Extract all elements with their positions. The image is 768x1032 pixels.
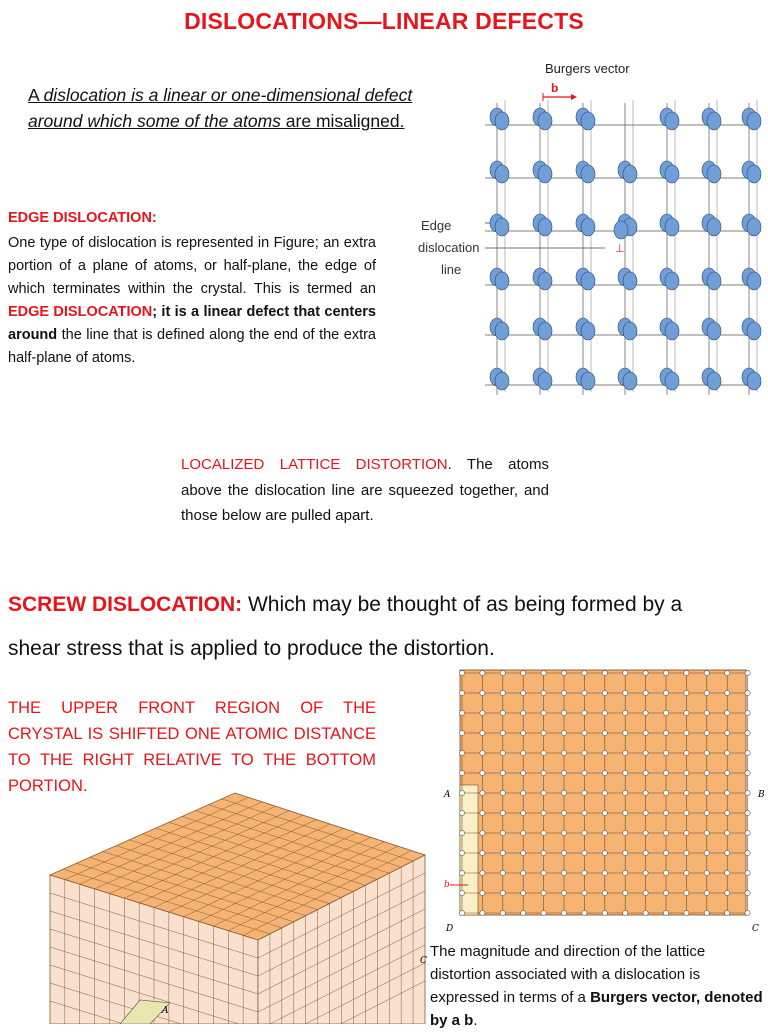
lattice-node: [582, 670, 587, 675]
lattice-node: [521, 710, 526, 715]
lattice-node: [541, 830, 546, 835]
lattice-node: [745, 770, 750, 775]
lattice-node: [521, 770, 526, 775]
edge-term: EDGE DISLOCATION: [8, 304, 153, 320]
atom: [495, 218, 509, 236]
lattice-node: [480, 790, 485, 795]
lattice-node: [602, 730, 607, 735]
lattice-node: [541, 730, 546, 735]
lattice-node: [725, 790, 730, 795]
label-c: C: [752, 924, 759, 934]
burgers-vector-label: Burgers vector: [545, 61, 630, 76]
lattice-node: [623, 830, 628, 835]
lattice-node: [582, 730, 587, 735]
lattice-node: [480, 750, 485, 755]
lattice-node: [663, 750, 668, 755]
lattice-node: [541, 810, 546, 815]
lattice-node: [480, 890, 485, 895]
atom: [665, 112, 679, 130]
lattice-node: [459, 790, 464, 795]
lattice-node: [541, 790, 546, 795]
lattice-node: [541, 850, 546, 855]
lattice-node: [725, 690, 730, 695]
lattice-node: [684, 750, 689, 755]
lattice-node: [459, 810, 464, 815]
lattice-node: [684, 830, 689, 835]
lattice-node: [480, 770, 485, 775]
atom: [581, 218, 595, 236]
lattice-node: [745, 730, 750, 735]
lattice-node: [480, 830, 485, 835]
edge-line-label-1: Edge: [421, 218, 452, 233]
atom: [623, 322, 637, 340]
lattice-node: [643, 730, 648, 735]
lattice-node: [684, 810, 689, 815]
lattice-node: [561, 730, 566, 735]
lattice-node: [480, 670, 485, 675]
lattice-node: [623, 710, 628, 715]
edge-dislocation-heading: EDGE DISLOCATION:: [8, 210, 157, 226]
lattice-node: [643, 850, 648, 855]
lattice-node: [623, 730, 628, 735]
shift-description: THE UPPER FRONT REGION OF THE CRYSTAL IS SHIFTED ONE ATOMIC DISTANCE TO THE RIGHT RELATIVE TO THE BOTTOM PORTION.: [8, 699, 376, 795]
burgers-arrow-head: [571, 94, 577, 100]
lattice-node: [643, 690, 648, 695]
atom: [495, 372, 509, 390]
lattice-node: [725, 670, 730, 675]
lattice-node: [500, 790, 505, 795]
lattice-node: [623, 770, 628, 775]
label-a: A: [444, 790, 451, 800]
lattice-node: [582, 830, 587, 835]
lattice-node: [459, 910, 464, 915]
atom: [747, 218, 761, 236]
atom: [623, 165, 637, 183]
lattice-node: [561, 830, 566, 835]
lattice-node: [500, 870, 505, 875]
lattice-node: [521, 690, 526, 695]
atom: [707, 165, 721, 183]
burgers-b-label: b: [551, 81, 559, 95]
edge-line-label-3: line: [441, 262, 462, 277]
lattice-node: [684, 890, 689, 895]
localized-distortion-paragraph: [181, 452, 549, 529]
lattice-node: [643, 870, 648, 875]
lattice-node: [623, 670, 628, 675]
label-b-vector: b: [444, 880, 450, 890]
label-d: D: [446, 924, 454, 934]
lattice-node: [745, 690, 750, 695]
atom: [495, 272, 509, 290]
atom: [707, 372, 721, 390]
lattice-node: [480, 870, 485, 875]
lattice-node: [643, 830, 648, 835]
label-b: B: [758, 790, 765, 800]
atom: [747, 165, 761, 183]
lattice-node: [561, 870, 566, 875]
caption-bold: Burgers vector, denoted by a b: [430, 989, 763, 1029]
lattice-node: [602, 750, 607, 755]
atom: [707, 218, 721, 236]
lattice-node: [623, 850, 628, 855]
lattice-node: [602, 810, 607, 815]
lattice-node: [521, 870, 526, 875]
burgers-caption: [430, 940, 768, 1032]
lattice-node: [684, 670, 689, 675]
lattice-node: [684, 770, 689, 775]
edge-semicolon: ;: [152, 304, 158, 320]
lattice-node: [541, 710, 546, 715]
lattice-node: [725, 810, 730, 815]
definition-lead: A: [28, 85, 44, 105]
atom: [581, 112, 595, 130]
lattice-node: [602, 830, 607, 835]
lattice-node: [623, 890, 628, 895]
lattice-node: [500, 910, 505, 915]
atom: [665, 165, 679, 183]
lattice-node: [684, 710, 689, 715]
lattice-node: [582, 850, 587, 855]
lattice-node: [663, 770, 668, 775]
lattice-node: [459, 850, 464, 855]
lattice-node: [500, 770, 505, 775]
atom: [747, 112, 761, 130]
atom: [581, 165, 595, 183]
lattice-node: [582, 810, 587, 815]
lattice-node: [582, 710, 587, 715]
lattice-node: [602, 870, 607, 875]
lattice-node: [725, 830, 730, 835]
atom: [665, 272, 679, 290]
lattice-node: [663, 890, 668, 895]
lattice-node: [725, 890, 730, 895]
lattice-node: [704, 750, 709, 755]
lattice-node: [582, 690, 587, 695]
lattice-node: [459, 830, 464, 835]
lattice-node: [663, 670, 668, 675]
lattice-node: [541, 910, 546, 915]
edge-dislocation-paragraph: [8, 232, 376, 370]
lattice-node: [602, 790, 607, 795]
lattice-node: [663, 790, 668, 795]
lattice-node: [521, 730, 526, 735]
lattice-node: [745, 710, 750, 715]
lattice-node: [663, 870, 668, 875]
lattice-node: [582, 910, 587, 915]
lattice-node: [704, 730, 709, 735]
lattice-node: [480, 710, 485, 715]
atom: [665, 218, 679, 236]
atom: [707, 112, 721, 130]
lattice-node: [725, 850, 730, 855]
lattice-node: [500, 810, 505, 815]
atom: [747, 372, 761, 390]
edge-text-1: One type of dislocation is represented in Figure; an extra portion of a plane of atoms, or half-plane, the edge of which terminates within the crystal. This is termed an: [8, 235, 376, 297]
lattice-node: [745, 910, 750, 915]
lattice-node: [480, 810, 485, 815]
half-plane-atom: [614, 221, 628, 239]
lattice-node: [521, 670, 526, 675]
screw-text-1: Which may be thought of as being formed by a: [242, 593, 683, 616]
atom: [707, 272, 721, 290]
lattice-node: [745, 830, 750, 835]
lattice-node: [480, 910, 485, 915]
caption-text-2: .: [473, 1012, 478, 1029]
lattice-node: [623, 790, 628, 795]
lattice-node: [561, 850, 566, 855]
lattice-node: [704, 830, 709, 835]
atom: [747, 272, 761, 290]
lattice-node: [521, 850, 526, 855]
screw-dislocation-line1: [8, 590, 768, 619]
lattice-node: [643, 750, 648, 755]
lattice-node: [643, 770, 648, 775]
lattice-node: [704, 910, 709, 915]
caption-text-1: The magnitude and direction of the lattice distortion associated with a dislocation is expressed in terms of a: [430, 943, 706, 1006]
lattice-node: [582, 870, 587, 875]
lattice-node: [541, 870, 546, 875]
lattice-node: [459, 710, 464, 715]
lattice-node: [704, 850, 709, 855]
lattice-node: [725, 770, 730, 775]
lattice-node: [459, 770, 464, 775]
lattice-node: [500, 690, 505, 695]
lattice-node: [623, 750, 628, 755]
lattice-node: [500, 850, 505, 855]
lattice-node: [643, 910, 648, 915]
lattice-node: [704, 770, 709, 775]
lattice-node: [663, 810, 668, 815]
lattice-node: [745, 670, 750, 675]
lattice-node: [745, 850, 750, 855]
lattice-node: [623, 810, 628, 815]
lattice-node: [643, 670, 648, 675]
lattice-node: [704, 670, 709, 675]
lattice-node: [459, 870, 464, 875]
lattice-node: [684, 850, 689, 855]
lattice-node: [500, 710, 505, 715]
lattice-node: [684, 870, 689, 875]
lattice-node: [582, 750, 587, 755]
lattice-node: [459, 730, 464, 735]
atom: [495, 112, 509, 130]
lattice-node: [745, 790, 750, 795]
lattice-node: [663, 710, 668, 715]
lattice-node: [582, 790, 587, 795]
lattice-node: [521, 810, 526, 815]
lattice-node: [480, 850, 485, 855]
label-c-small: C: [420, 956, 427, 966]
atom: [538, 218, 552, 236]
lattice-node: [500, 830, 505, 835]
atom: [538, 165, 552, 183]
lattice-node: [500, 730, 505, 735]
atom: [581, 322, 595, 340]
lattice-node: [459, 750, 464, 755]
lattice-node: [561, 910, 566, 915]
lattice-node: [684, 730, 689, 735]
atom: [623, 372, 637, 390]
lattice-node: [704, 690, 709, 695]
lattice-node: [704, 710, 709, 715]
lattice-node: [725, 730, 730, 735]
atom: [495, 165, 509, 183]
lattice-node: [745, 750, 750, 755]
lattice-node: [459, 890, 464, 895]
lattice-node: [521, 750, 526, 755]
atom: [747, 322, 761, 340]
lattice-node: [561, 670, 566, 675]
lattice-node: [602, 670, 607, 675]
atom: [707, 322, 721, 340]
lattice-node: [521, 790, 526, 795]
lattice-node: [459, 690, 464, 695]
lattice-node: [521, 830, 526, 835]
lattice-node: [561, 690, 566, 695]
atom: [495, 322, 509, 340]
lattice-node: [561, 810, 566, 815]
crystal-block-figure: [0, 785, 432, 1024]
lattice-node: [500, 890, 505, 895]
lattice-node: [541, 890, 546, 895]
lattice-node: [663, 730, 668, 735]
label-a-small: A: [162, 1006, 169, 1016]
lattice-node: [623, 690, 628, 695]
definition-italic: dislocation is a linear or one-dimensional defect around which some of the atoms: [28, 85, 413, 131]
localized-term: LOCALIZED LATTICE DISTORTION: [181, 456, 448, 473]
lattice-node: [684, 790, 689, 795]
lattice-node: [582, 890, 587, 895]
lattice-node: [602, 690, 607, 695]
lattice-node: [602, 910, 607, 915]
lattice-node: [704, 890, 709, 895]
lattice-node: [561, 890, 566, 895]
edge-text-2: the line that is defined along the end of the extra half-plane of atoms.: [8, 327, 376, 366]
localized-text: . The atoms above the dislocation line are squeezed together, and those below are pulled apart.: [181, 456, 549, 524]
lattice-node: [745, 870, 750, 875]
lattice-node: [663, 830, 668, 835]
atom: [538, 112, 552, 130]
lattice-node: [602, 850, 607, 855]
lattice-node: [521, 890, 526, 895]
page-title: DISLOCATIONS—LINEAR DEFECTS: [184, 8, 584, 34]
lattice-node: [480, 730, 485, 735]
atom: [581, 272, 595, 290]
screw-grid: [459, 670, 750, 916]
lattice-node: [500, 670, 505, 675]
lattice-node: [602, 710, 607, 715]
lattice-node: [541, 750, 546, 755]
lattice-node: [725, 870, 730, 875]
lattice-node: [704, 810, 709, 815]
definition-rest: are misaligned.: [280, 111, 405, 131]
lattice-node: [725, 710, 730, 715]
lattice-node: [561, 750, 566, 755]
dislocation-definition: [28, 82, 413, 134]
atom: [665, 322, 679, 340]
lattice-node: [541, 670, 546, 675]
lattice-node: [725, 750, 730, 755]
lattice-node: [663, 690, 668, 695]
lattice-node: [643, 710, 648, 715]
edge-line-label-2: dislocation: [418, 240, 480, 255]
lattice-node: [561, 790, 566, 795]
atom: [538, 322, 552, 340]
lattice-node: [480, 690, 485, 695]
lattice-node: [663, 910, 668, 915]
lattice-node: [561, 770, 566, 775]
atom: [581, 372, 595, 390]
screw-term: SCREW DISLOCATION:: [8, 593, 243, 616]
lattice-node: [602, 890, 607, 895]
lattice-node: [521, 910, 526, 915]
lattice-node: [602, 770, 607, 775]
lattice-node: [459, 670, 464, 675]
atom: [623, 272, 637, 290]
edge-dislocation-figure: [415, 55, 768, 405]
lattice-node: [582, 770, 587, 775]
edge-bold-text: it is a linear defect that centers around: [8, 304, 376, 343]
lattice-node: [623, 870, 628, 875]
lattice-node: [684, 690, 689, 695]
lattice-node: [561, 710, 566, 715]
lattice-node: [663, 850, 668, 855]
screw-grid-figure: [432, 665, 768, 940]
atom: [538, 272, 552, 290]
lattice-node: [745, 810, 750, 815]
lattice-node: [643, 790, 648, 795]
lattice-node: [500, 750, 505, 755]
lattice-node: [704, 790, 709, 795]
lattice-node: [643, 810, 648, 815]
atom: [665, 372, 679, 390]
screw-dislocation-line2: shear stress that is applied to produce the distortion.: [8, 637, 495, 660]
lattice-node: [745, 890, 750, 895]
lattice-node: [623, 910, 628, 915]
lattice-node: [704, 870, 709, 875]
atom: [538, 372, 552, 390]
lattice-node: [684, 910, 689, 915]
lattice-node: [541, 770, 546, 775]
lattice-node: [643, 890, 648, 895]
lattice-node: [725, 910, 730, 915]
dislocation-symbol: ⊥: [615, 243, 625, 255]
lattice-node: [541, 690, 546, 695]
